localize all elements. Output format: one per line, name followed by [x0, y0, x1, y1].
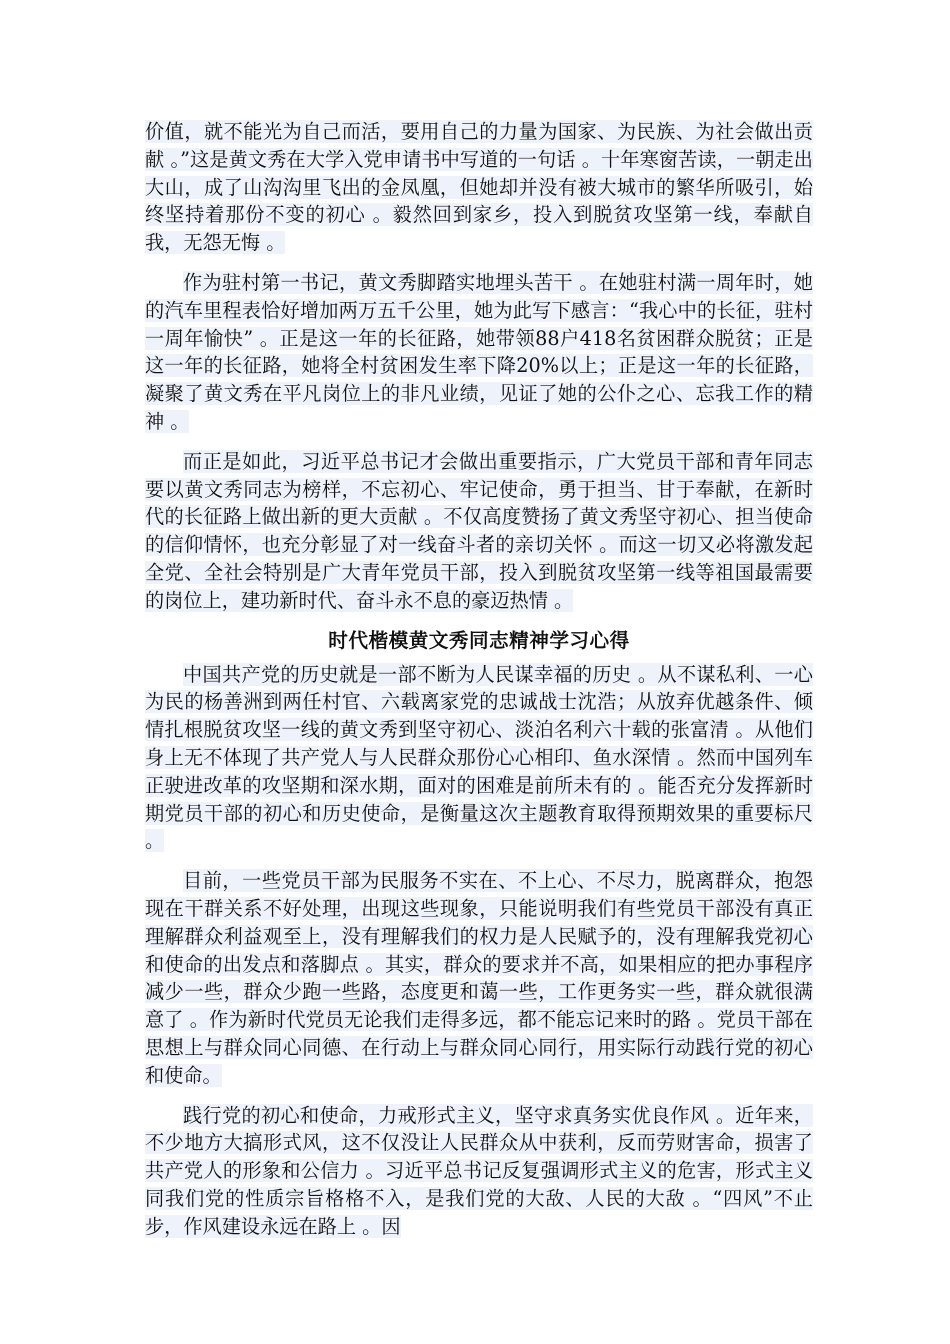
paragraph-text: 而正是如此，习近平总书记才会做出重要指示，广大党员干部和青年同志要以黄文秀同志为榜样，不忘初心、牢记使命，勇于担当、甘于奉献，在新时代的长征路上做出新的更大贡献 。不仅高度赞扬了黄文秀坚守初心、担当使命的信仰情怀，也充分彰显了对一线奋斗者的亲切关怀 。而这一切又必将激发起全党、全社会特别是广大青年党员干部，投入到脱贫攻坚第一线等祖国最需要的岗位上，建功新时代、奋斗永不息的豪迈热情 。: [145, 449, 813, 612]
paragraph: [145, 448, 813, 615]
paragraph: [145, 1102, 813, 1241]
paragraph-text: 中国共产党的历史就是一部不断为人民谋幸福的历史 。从不谋私利、一心为民的杨善洲到两任村官、六载离家党的忠诚战士沈浩；从放弃优越条件、倾情扎根脱贫攻坚一线的黄文秀到坚守初心、淡泊名利六十载的张富清 。从他们身上无不体现了共产党人与人民群众那份心心相印、鱼水深情 。然而中国列车正驶进改革的攻坚期和深水期，面对的困难是前所未有的 。能否充分发挥新时期党员干部的初心和历史使命，是衡量这次主题教育取得预期效果的重要标尺 。: [145, 662, 813, 853]
paragraph-text: 价值，就不能光为自己而活，要用自己的力量为国家、为民族、为社会做出贡献 。”这是黄文秀在大学入党申请书中写道的一句话 。十年寒窗苦读，一朝走出大山，成了山沟沟里飞出的金凤凰，但她却并没有被大城市的繁华所吸引，始终坚持着那份不变的初心 。毅然回到家乡，投入到脱贫攻坚第一线，奉献自我，无怨无悔 。: [145, 120, 813, 255]
paragraph: [145, 269, 813, 436]
section-title: 时代楷模黄文秀同志精神学习心得: [328, 628, 630, 652]
paragraph: [145, 118, 813, 257]
document-page: [145, 118, 813, 1252]
paragraph: [145, 867, 813, 1089]
paragraph: [145, 661, 813, 856]
paragraph-text: 作为驻村第一书记，黄文秀脚踏实地埋头苦干 。在她驻村满一周年时，她的汽车里程表恰好增加两万五千公里，她为此写下感言：“我心中的长征，驻村一周年愉快” 。正是这一年的长征路，她带领88户418名贫困群众脱贫；正是这一年的长征路，她将全村贫困发生率下降20%以上；正是这一年的长征路，凝聚了黄文秀在平凡岗位上的非凡业绩，见证了她的公仆之心、忘我工作的精神 。: [145, 270, 813, 433]
paragraph-text: 目前，一些党员干部为民服务不实在、不上心、不尽力，脱离群众，抱怨现在干群关系不好处理，出现这些现象，只能说明我们有些党员干部没有真正理解群众利益观至上，没有理解我们的权力是人民赋予的，没有理解我党初心和使命的出发点和落脚点 。其实，群众的要求并不高，如果相应的把办事程序减少一些，群众少跑一些路，态度更和蔼一些，工作更务实一些，群众就很满意了 。作为新时代党员无论我们走得多远，都不能忘记来时的路 。党员干部在思想上与群众同心同德、在行动上与群众同心同行，用实际行动践行党的初心和使命。: [145, 869, 813, 1087]
paragraph-text: 践行党的初心和使命，力戒形式主义，坚守求真务实优良作风 。近年来，不少地方大搞形式风，这不仅没让人民群众从中获利，反而劳财害命，损害了共产党人的形象和公信力 。习近平总书记反复强调形式主义的危害，形式主义同我们党的性质宗旨格格不入，是我们党的大敌、人民的大敌 。“四风”不止步，作风建设永远在路上 。因: [145, 1103, 813, 1238]
